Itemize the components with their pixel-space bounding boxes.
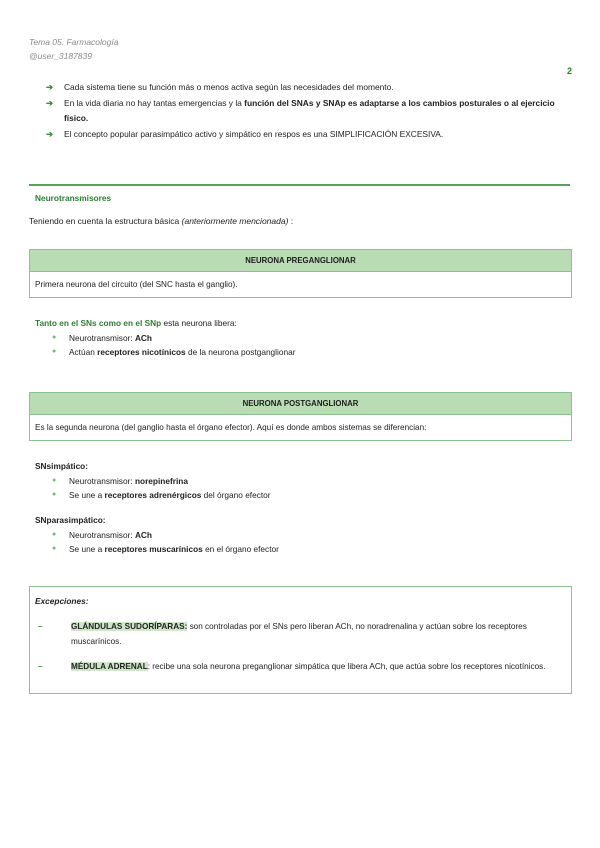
postganglionar-box [29, 392, 572, 441]
exceptions-box [29, 586, 572, 694]
list-item [52, 528, 279, 542]
list-item [46, 96, 556, 127]
item-suffix: en el órgano efector [202, 544, 279, 554]
list-item [52, 345, 295, 359]
snp-list [52, 528, 279, 556]
bullet-text: Cada sistema tiene su función más o menos activa según las necesidades del momento. [64, 82, 394, 92]
box-body: Primera neurona del circuito (del SNC hasta el ganglio). [35, 280, 238, 289]
item-bold: norepinefrina [134, 476, 188, 486]
exception-item [38, 620, 558, 649]
section-title: Neurotransmisores [35, 193, 112, 203]
bullet-dot-icon: ● [52, 531, 57, 538]
page-number: 2 [566, 66, 572, 76]
intro-italic: (anteriormente mencionada) [181, 216, 289, 226]
dash-icon: – [38, 662, 43, 671]
box-title: NEURONA PREGANGLIONAR [30, 250, 571, 272]
section-divider [29, 184, 570, 186]
item-text: Neurotransmisor: [69, 333, 135, 343]
exception-text: son controladas por el SNs pero liberan ACh, no noradrenalina y actúan sobre los receptores muscarínicos. [71, 622, 527, 646]
sns-list [52, 474, 271, 502]
bullet-dot-icon: ● [52, 491, 57, 498]
preganglionar-box [29, 249, 572, 298]
list-item [46, 127, 556, 143]
bullet-text: El concepto popular parasimpático activo y simpático en respos es una SIMPLIFICACIÓN EXCESIVA. [64, 128, 444, 139]
section-intro [29, 216, 293, 226]
bullet-dot-icon: ● [52, 477, 57, 484]
exception-label: GLÁNDULAS SUDORÍPARAS: [71, 622, 188, 631]
list-item [52, 331, 295, 345]
box-title: NEURONA POSTGANGLIONAR [30, 393, 571, 415]
item-bold: ACh [134, 530, 152, 540]
list-item [52, 488, 271, 502]
item-text: Se une a [69, 544, 105, 554]
item-bold: ACh [134, 333, 152, 343]
item-bold: receptores nicotínicos [97, 347, 186, 357]
snp-label: SNparasimpático: [35, 515, 106, 525]
bullet-bold-text: función del SNAs y SNAp es adaptarse a los cambios posturales o al ejercicio físico. [64, 97, 555, 123]
item-suffix: del órgano efector [201, 490, 271, 500]
arrow-right-icon: ➔ [46, 82, 54, 92]
intro-text: Teniendo en cuenta la estructura básica [29, 216, 182, 226]
intro-bullet-list [46, 80, 556, 142]
bullet-dot-icon: ● [52, 334, 57, 341]
list-item [46, 80, 556, 96]
arrow-right-icon: ➔ [46, 97, 54, 108]
item-text: Neurotransmisor: [69, 530, 135, 540]
intro-suffix: : [288, 216, 294, 226]
dash-icon: – [38, 622, 43, 631]
item-text: Neurotransmisor: [69, 476, 135, 486]
green-label: Tanto en el SNs como en el SNp [35, 318, 162, 328]
bullet-dot-icon: ● [52, 545, 57, 552]
exception-item [38, 660, 558, 675]
item-suffix: de la neurona postganglionar [185, 347, 296, 357]
item-text: Se une a [69, 490, 105, 500]
box-body: Es la segunda neurona (del ganglio hasta el órgano efector). Aquí es donde ambos sistemas se diferencian: [35, 423, 427, 432]
item-text: Actúan [69, 347, 98, 357]
list-item [52, 474, 271, 488]
list-item [52, 542, 279, 556]
preganglionar-list [52, 331, 295, 359]
exceptions-title: Excepciones: [35, 596, 89, 606]
document-topic: Tema 05. Farmacología [29, 37, 119, 47]
exception-label: MÉDULA ADRENAL [71, 662, 148, 671]
preganglionar-paragraph [35, 318, 237, 328]
bullet-dot-icon: ● [52, 348, 57, 355]
sns-label: SNsimpático: [35, 461, 89, 471]
user-handle: @user_3187839 [29, 51, 92, 61]
item-bold: receptores adrenérgicos [104, 490, 202, 500]
exception-text: : recibe una sola neurona preganglionar simpática que libera ACh, que actúa sobre los receptores nicotínicos. [147, 662, 546, 671]
arrow-right-icon: ➔ [46, 128, 54, 139]
bullet-text: En la vida diaria no hay tantas emergencias y la [64, 97, 245, 108]
item-bold: receptores muscarínicos [104, 544, 203, 554]
paragraph-text: esta neurona libera: [161, 318, 237, 328]
